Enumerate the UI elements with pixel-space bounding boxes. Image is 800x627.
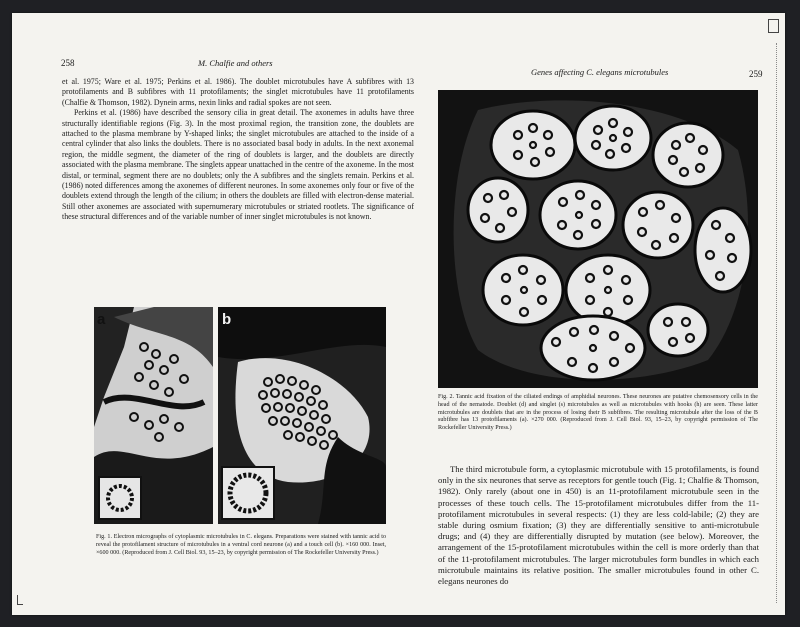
figure-1-caption-text: Fig. 1. Electron micrographs of cytoplasmic microtubules in C. elegans. Preparations were stained with tannic acid to reveal the protofilament structure of microtubules in a ventral cord neurone (a) and a touch cell (b). ×160 000. Inset, ×600 000. (Reproduced from J. Cell Biol. 93, 15–23, by copyright permission of The Rockefeller University Press.) bbox=[96, 534, 386, 556]
figure-1b-micrograph bbox=[218, 307, 386, 524]
figure-2-caption-text: Fig. 2. Tannic acid fixation of the ciliated endings of amphidial neurones. These neurones are putative chemosensory cells in the head of the nematode. Doublet (d) and singlet (s) microtubules as well as microtubules with hooks (h) are seen. These latter microtubules are doublets that are in the process of losing their B subfibres. The resulting microtubule after the loss of the B subfibre has 13 protofilaments (a). ×270 000. (Reproduced from J. Cell Biol. 93, 15–23, by copyright permission of The Rockefeller University Press.) bbox=[438, 394, 758, 432]
right-body-text bbox=[438, 464, 759, 587]
left-body-text bbox=[62, 77, 414, 223]
right-page-number: 259 bbox=[749, 69, 763, 79]
figure-1-caption bbox=[96, 534, 386, 557]
left-paragraph-1: et al. 1975; Ware et al. 1975; Perkins et al. 1986). The doublet microtubules have A subfibres with 13 protofilaments and B subfibres with 11 protofilaments; the singlet microtubules have 11 protofilaments (Chalfie & Thomson, 1982). Dynein arms, nexin links and radial spokes are not seen. bbox=[62, 77, 414, 107]
left-running-head: M. Chalfie and others bbox=[198, 58, 273, 68]
figure-1a-micrograph bbox=[94, 307, 213, 524]
corner-registration-mark bbox=[17, 595, 23, 605]
figure-1-label-a: a bbox=[97, 311, 106, 328]
left-paragraph-2: Perkins et al. (1986) have described the sensory cilia in great detail. The axonemes in adults have three structurally identifiable regions (Fig. 3). In the most proximal region, the transition zone, the doublets are attached to the plasma membrane by Y-shaped links; the singlet microtubules are attached to the inside of a central cylinder that also links the doublets. There is no associated basal body in adults. In the next axonemal region, the middle segment, the diameter of the ring of doublets is larger, and the doublets are directly associated with the plasma membrane. The singlets appear unattached in the centre of the axoneme. In the most distal, or terminal, segment there are no doublets; only the A subfibres and the singlets remain. Perkins et al. (1986) noted differences among the axonemes of different neurones. In some axonemes only four or five of the doublets extend through the length of the cilium; in others the doublets are filled with electron-dense material. Still other axonemes are associated with supernumerary microtubules or striated rootlets. The significance of these structural differences and of the variable number of inner singlet microtubules is not known. bbox=[62, 108, 414, 222]
edge-scale-mark bbox=[774, 43, 777, 603]
right-paragraph-1: The third microtubule form, a cytoplasmic microtubule with 15 protofilaments, is found only in the six neurones that serve as receptors for gentle touch (Fig. 1; Chalfie & Thomson, 1982). Only rarely (about one in 450) is an 11-protofilament microtubule seen in the processes of these touch cells. The 15-protofilament microtubules differ from the 11-protofilament microtubules in several respects: (1) they are less cold-labile; (2) they are stable during osmium fixation; (3) they are differentially sensitive to anti-microtubule drugs; and (4) they are differentially disrupted by mutation (see below). Moreover, the arrangement of the 15-protofilament microtubules within the cell is more orderly than that of the 11-protofilament microtubules. The larger microtubules form bundles in which each microtubule maintains its relative position. The smaller microtubules found in other C. elegans neurones do bbox=[438, 464, 759, 587]
scanned-book-spread bbox=[12, 13, 785, 615]
figure-2-micrograph bbox=[438, 90, 758, 388]
figure-2-caption bbox=[438, 394, 758, 433]
figure-1-label-b: b bbox=[222, 311, 232, 328]
right-running-head: Genes affecting C. elegans microtubules bbox=[531, 67, 669, 77]
corner-registration-mark bbox=[768, 19, 779, 33]
left-page-number: 258 bbox=[61, 58, 75, 68]
